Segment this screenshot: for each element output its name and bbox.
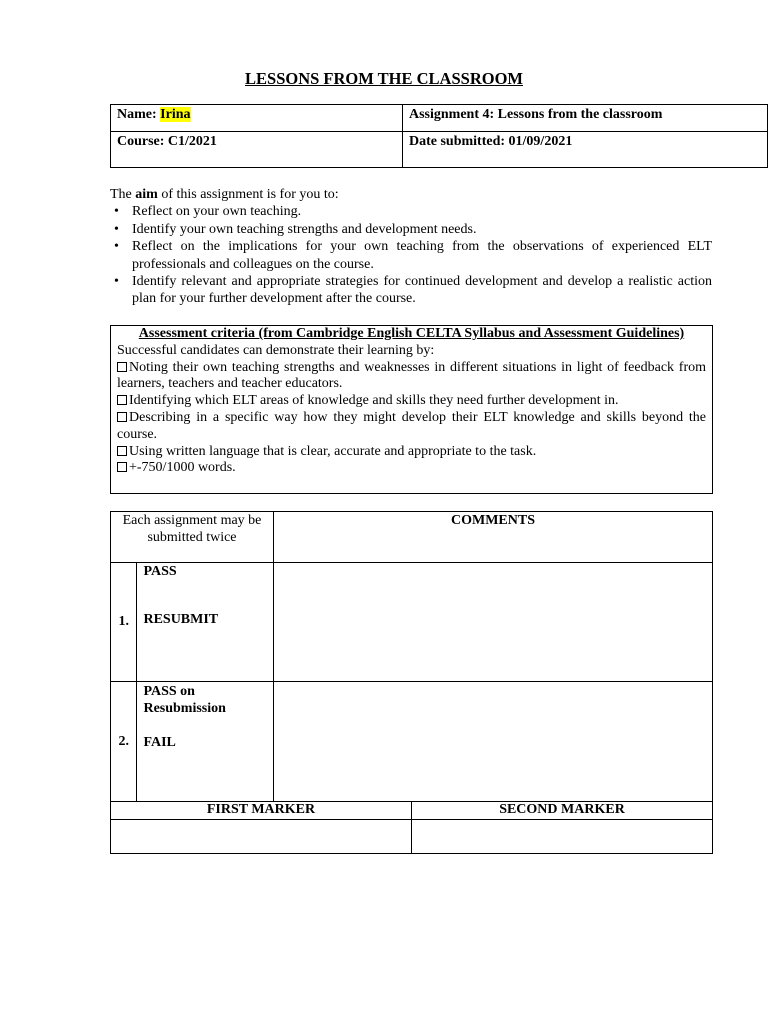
result-cell — [137, 682, 274, 802]
aims-intro: The aim of this assignment is for you to: — [110, 187, 339, 202]
comments-header: COMMENTS — [274, 512, 713, 563]
markers-table — [110, 801, 713, 854]
comments-cell — [274, 563, 713, 682]
name-value: Irina — [160, 107, 191, 122]
submission-table — [110, 511, 713, 802]
second-marker-header: SECOND MARKER — [412, 802, 713, 820]
date-cell: Date submitted: 01/09/2021 — [403, 132, 768, 168]
criteria-item: Noting their own teaching strengths and weaknesses in different situations in light of feedback from learners, teachers and teacher educators. — [117, 359, 706, 392]
list-item: • Identify relevant and appropriate strategies for continued development and develop a realistic action plan for your further development after the course. — [132, 273, 712, 308]
checkbox-icon — [117, 395, 127, 405]
list-item: • Reflect on the implications for your own teaching from the observations of experienced ELT professionals and colleagues on the course. — [132, 238, 712, 273]
comments-cell — [274, 682, 713, 802]
name-label: Name: — [117, 107, 157, 122]
row-number: 1. — [111, 563, 137, 682]
aims-intro-bold: aim — [135, 187, 158, 202]
aims-list — [110, 203, 712, 307]
fail-label: FAIL — [143, 735, 176, 750]
pass-resubmission-label: PASS on Resubmission — [143, 684, 226, 716]
criteria-title: Assessment criteria (from Cambridge English CELTA Syllabus and Assessment Guidelines) — [138, 326, 685, 341]
second-marker-cell — [412, 820, 713, 854]
checkbox-icon — [117, 362, 127, 372]
first-marker-header: FIRST MARKER — [111, 802, 412, 820]
submission-note: Each assignment may be submitted twice — [111, 512, 274, 563]
first-marker-cell — [111, 820, 412, 854]
list-item: • Identify your own teaching strengths and development needs. — [132, 221, 712, 238]
name-cell — [111, 105, 403, 132]
criteria-item: +-750/1000 words. — [117, 460, 706, 477]
list-item: • Reflect on your own teaching. — [132, 203, 712, 220]
criteria-item: Using written language that is clear, accurate and appropriate to the task. — [117, 444, 706, 461]
page-title: LESSONS FROM THE CLASSROOM — [245, 69, 523, 88]
header-table — [110, 104, 768, 168]
criteria-item: Describing in a specific way how they might develop their ELT knowledge and skills beyond the course. — [117, 409, 706, 442]
course-cell: Course: C1/2021 — [111, 132, 403, 168]
result-cell — [137, 563, 274, 682]
resubmit-label: RESUBMIT — [143, 612, 219, 627]
checkbox-icon — [117, 412, 127, 422]
checkbox-icon — [117, 462, 127, 472]
criteria-intro: Successful candidates can demonstrate their learning by: — [117, 342, 435, 358]
assignment-cell: Assignment 4: Lessons from the classroom — [403, 105, 768, 132]
pass-label: PASS — [143, 564, 177, 579]
aims-section — [110, 186, 712, 308]
criteria-box — [110, 325, 713, 494]
criteria-item: Identifying which ELT areas of knowledge and skills they need further development in. — [117, 393, 706, 410]
checkbox-icon — [117, 446, 127, 456]
row-number: 2. — [111, 682, 137, 802]
